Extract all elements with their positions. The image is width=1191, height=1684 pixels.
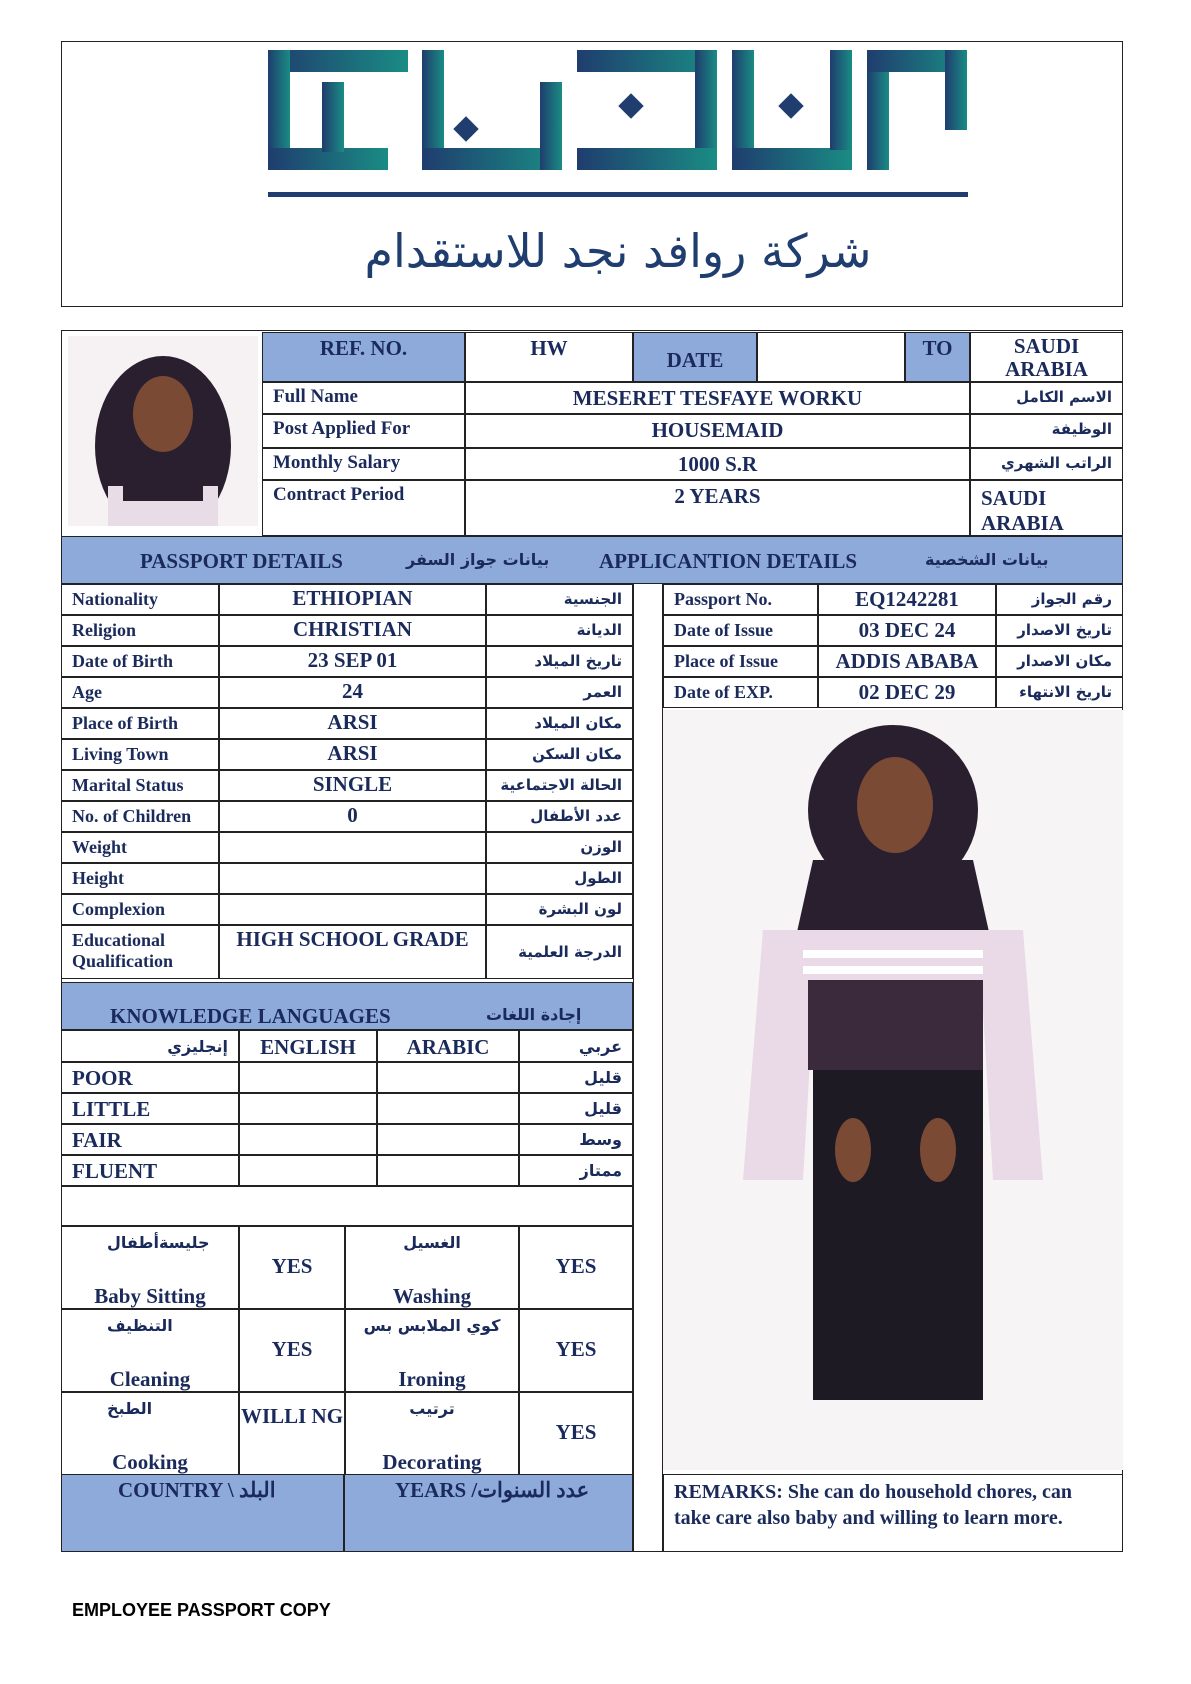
personal-value: 0: [219, 801, 486, 832]
skill-name-1: [61, 1226, 239, 1309]
passport-details-title: PASSPORT DETAILS: [140, 549, 343, 573]
skill-name-1: [61, 1309, 239, 1392]
passport-value: 02 DEC 29: [818, 677, 996, 708]
section-bar: [61, 536, 1123, 584]
passport-value: ADDIS ABABA: [818, 646, 996, 677]
remarks: REMARKS: She can do household chores, can take care also baby and willing to learn more.: [663, 1474, 1123, 1552]
personal-label: No. of Children: [61, 801, 219, 832]
personal-arabic: العمر: [486, 677, 633, 708]
logo-box: [61, 41, 1123, 307]
passport-details-title-ar: بيانات جواز السفر: [406, 550, 550, 569]
passport-label: Passport No.: [663, 584, 818, 615]
lang-arabic-cell: [377, 1093, 519, 1124]
personal-arabic: الطول: [486, 863, 633, 894]
to-value: SAUDI ARABIA: [970, 332, 1123, 382]
lang-level-arabic: وسط: [519, 1124, 633, 1155]
personal-value: 24: [219, 677, 486, 708]
lang-level-label: LITTLE: [61, 1093, 239, 1124]
summary-value: MESERET TESFAYE WORKU: [465, 382, 970, 414]
personal-label: Height: [61, 863, 219, 894]
blank-row: [61, 1186, 633, 1226]
personal-value: ARSI: [219, 708, 486, 739]
personal-label: Place of Birth: [61, 708, 219, 739]
lang-english-cell: [239, 1124, 377, 1155]
personal-value: CHRISTIAN: [219, 615, 486, 646]
summary-arabic: الوظيفة: [970, 414, 1123, 448]
to-label: TO: [905, 332, 970, 382]
ref-label: REF. NO.: [262, 332, 465, 382]
personal-value: 23 SEP 01: [219, 646, 486, 677]
skill-english: Decorating: [382, 1450, 482, 1474]
summary-label: Contract Period: [262, 480, 465, 536]
passport-value: 03 DEC 24: [818, 615, 996, 646]
passport-arabic: تاريخ الاصدار: [996, 615, 1123, 646]
summary-label: Full Name: [262, 382, 465, 414]
passport-arabic: رقم الجواز: [996, 584, 1123, 615]
lang-arabic-cell: [377, 1124, 519, 1155]
lang-col-english: ENGLISH: [239, 1030, 377, 1062]
skill-name-1: [61, 1392, 239, 1475]
skill-english: Baby Sitting: [94, 1284, 206, 1308]
personal-arabic: مكان السكن: [486, 739, 633, 770]
lang-english-cell: [239, 1155, 377, 1186]
date-label: DATE: [633, 332, 757, 382]
personal-label: Religion: [61, 615, 219, 646]
date-value: [757, 332, 905, 382]
languages-title: KNOWLEDGE LANGUAGES: [110, 1004, 391, 1028]
personal-label: Age: [61, 677, 219, 708]
passport-value: EQ1242281: [818, 584, 996, 615]
skill-value-2: YES: [519, 1309, 633, 1392]
applicant-photo-small: [68, 336, 258, 526]
personal-value: ETHIOPIAN: [219, 584, 486, 615]
skill-english: Ironing: [398, 1367, 466, 1391]
skill-english: Cleaning: [109, 1367, 191, 1391]
skill-arabic: الطبخ: [107, 1399, 153, 1418]
personal-arabic: تاريخ الميلاد: [486, 646, 633, 677]
column-gap: [633, 584, 663, 1552]
skill-arabic: كوي الملابس بس: [363, 1316, 501, 1335]
lang-level-label: POOR: [61, 1062, 239, 1093]
experience-years: YEARS /عدد السنوات: [344, 1474, 633, 1552]
personal-value: SINGLE: [219, 770, 486, 801]
summary-value: HOUSEMAID: [465, 414, 970, 448]
summary-arabic: SAUDI ARABIA: [970, 480, 1123, 536]
footer-caption: EMPLOYEE PASSPORT COPY: [72, 1600, 331, 1620]
application-details-title-ar: بيانات الشخصية: [925, 550, 1049, 569]
personal-label: Living Town: [61, 739, 219, 770]
skill-value-1: YES: [239, 1309, 345, 1392]
personal-value: [219, 894, 486, 925]
skill-name-2: [345, 1392, 519, 1475]
personal-arabic: مكان الميلاد: [486, 708, 633, 739]
languages-title-ar: إجادة اللغات: [486, 1005, 582, 1024]
personal-arabic: لون البشرة: [486, 894, 633, 925]
summary-arabic: الاسم الكامل: [970, 382, 1123, 414]
summary-value: 2 YEARS: [465, 480, 970, 536]
lang-arabic-cell: [377, 1062, 519, 1093]
lang-arabic-cell: [377, 1155, 519, 1186]
summary-arabic: الراتب الشهري: [970, 448, 1123, 480]
lang-level-label: FLUENT: [61, 1155, 239, 1186]
personal-value: ARSI: [219, 739, 486, 770]
skill-value-1: WILLI NG: [239, 1392, 345, 1475]
skill-arabic: الغسيل: [403, 1233, 461, 1252]
lang-level-arabic: قليل: [519, 1062, 633, 1093]
personal-arabic: الديانة: [486, 615, 633, 646]
lang-english-cell: [239, 1093, 377, 1124]
languages-header: [61, 982, 633, 1030]
skill-value-2: YES: [519, 1392, 633, 1475]
personal-value: HIGH SCHOOL GRADE: [219, 925, 486, 979]
lang-col-arabic-ar: عربي: [519, 1030, 633, 1062]
personal-value: [219, 832, 486, 863]
personal-label: Marital Status: [61, 770, 219, 801]
personal-label: Nationality: [61, 584, 219, 615]
summary-value: 1000 S.R: [465, 448, 970, 480]
experience-country: COUNTRY \ البلد: [61, 1474, 344, 1552]
lang-col-arabic: ARABIC: [377, 1030, 519, 1062]
passport-label: Place of Issue: [663, 646, 818, 677]
skill-arabic: جليسةأطفال: [107, 1233, 210, 1252]
passport-arabic: تاريخ الانتهاء: [996, 677, 1123, 708]
skill-name-2: [345, 1309, 519, 1392]
ref-value: HW: [465, 332, 633, 382]
skill-value-2: YES: [519, 1226, 633, 1309]
passport-arabic: مكان الاصدار: [996, 646, 1123, 677]
personal-arabic: الوزن: [486, 832, 633, 863]
skill-value-1: YES: [239, 1226, 345, 1309]
personal-arabic: الدرجة العلمية: [486, 925, 633, 979]
lang-level-arabic: ممتاز: [519, 1155, 633, 1186]
company-name-arabic: شركة روافد نجد للاستقدام: [364, 224, 872, 278]
lang-level-label: FAIR: [61, 1124, 239, 1155]
personal-label: Complexion: [61, 894, 219, 925]
personal-label: Weight: [61, 832, 219, 863]
passport-label: Date of Issue: [663, 615, 818, 646]
company-logo: [62, 42, 1124, 306]
lang-english-cell: [239, 1062, 377, 1093]
skill-english: Cooking: [112, 1450, 188, 1474]
personal-arabic: عدد الأطفال: [486, 801, 633, 832]
personal-label: Educational Qualification: [61, 925, 219, 979]
personal-arabic: الجنسية: [486, 584, 633, 615]
applicant-photo-full: [663, 710, 1123, 1470]
skill-arabic: التنظيف: [107, 1316, 173, 1335]
summary-label: Monthly Salary: [262, 448, 465, 480]
personal-arabic: الحالة الاجتماعية: [486, 770, 633, 801]
skill-arabic: ترتيب: [409, 1399, 455, 1418]
skill-english: Washing: [392, 1284, 472, 1308]
summary-label: Post Applied For: [262, 414, 465, 448]
personal-label: Date of Birth: [61, 646, 219, 677]
passport-label: Date of EXP.: [663, 677, 818, 708]
lang-level-arabic: قليل: [519, 1093, 633, 1124]
lang-col-english-ar: إنجليزي: [61, 1030, 239, 1062]
personal-value: [219, 863, 486, 894]
skill-name-2: [345, 1226, 519, 1309]
application-details-title: APPLICANTION DETAILS: [599, 549, 858, 573]
